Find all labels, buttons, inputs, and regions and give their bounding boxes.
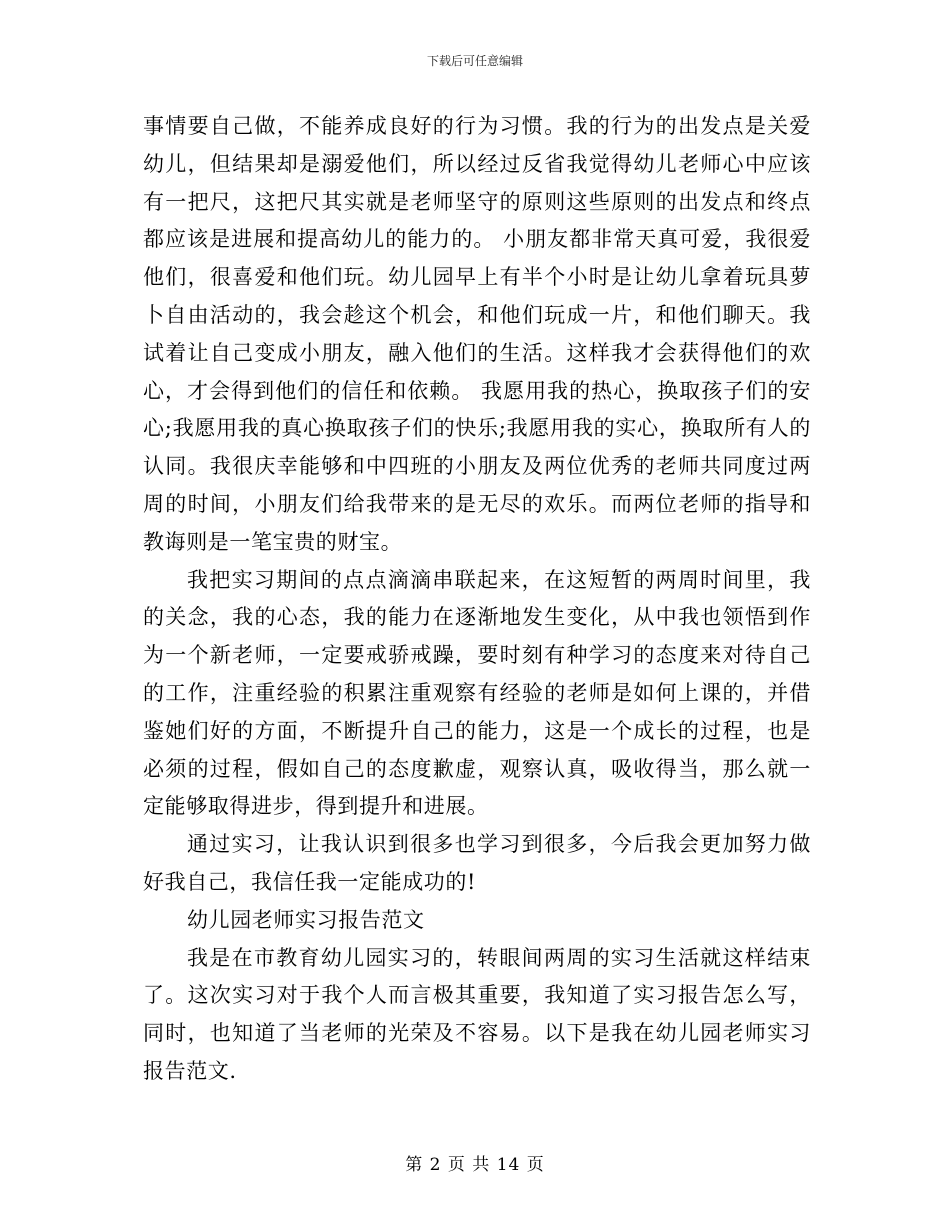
paragraph-conclusion: 通过实习，让我认识到很多也学习到很多，今后我会更加努力做好我自己，我信任我一定能成功的! xyxy=(143,832,811,894)
paragraph-continuation: 事情要自己做，不能养成良好的行为习惯。我的行为的出发点是关爱幼儿，但结果却是溺爱他们，所以经过反省我觉得幼儿老师心中应该有一把尺，这把尺其实就是老师坚守的原则这些原则的出发点和终点都应该是进展和提高幼儿的能力的。 小朋友都非常天真可爱，我很爱他们，很喜爱和他们玩。幼儿园早上有半个小时是让幼儿拿着玩具萝卜自由活动的，我会趁这个机会，和他们玩成一片，和他们聊天。我试着让自己变成小朋友，融入他们的生活。这样我才会获得他们的欢心，才会得到他们的信任和依赖。 我愿用我的热心，换取孩子们的安心;我愿用我的真心换取孩子们的快乐;我愿用我的实心，换取所有人的认同。我很庆幸能够和中四班的小朋友及两位优秀的老师共同度过两周的时间，小朋友们给我带来的是无尽的欢乐。而两位老师的指导和教诲则是一笔宝贵的财宝。 xyxy=(143,114,811,554)
paragraph-reflection: 我把实习期间的点点滴滴串联起来，在这短暂的两周时间里，我的关念，我的心态，我的能力在逐渐地发生变化，从中我也领悟到作为一个新老师，一定要戒骄戒躁，要时刻有种学习的态度来对待自己的工作，注重经验的积累注重观察有经验的老师是如何上课的，并借鉴她们好的方面，不断提升自己的能力，这是一个成长的过程，也是必须的过程，假如自己的态度歉虚，观察认真，吸收得当，那么就一定能够取得进步，得到提升和进展。 xyxy=(143,567,811,819)
paragraph-intro: 我是在市教育幼儿园实习的，转眼间两周的实习生活就这样结束了。这次实习对于我个人而言极其重要，我知道了实习报告怎么写，同时，也知道了当老师的光荣及不容易。以下是我在幼儿园老师实习报告范文. xyxy=(143,945,811,1083)
page-number: 第 2 页 共 14 页 xyxy=(405,1155,545,1175)
document-body xyxy=(143,108,811,1091)
header-note: 下载后可任意编辑 xyxy=(426,54,523,68)
section-heading: 幼儿园老师实习报告范文 xyxy=(187,907,425,932)
